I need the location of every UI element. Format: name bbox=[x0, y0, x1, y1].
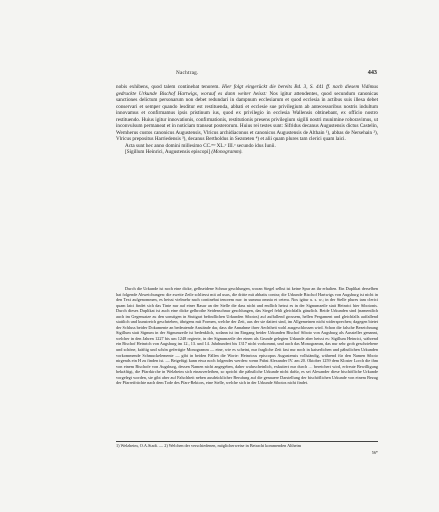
footnote-text: 1) Welzheim, O.A.Stadt. — 2) Welchen der verschiedenen, möglicherweise in Betracht kommenden Altheim bbox=[116, 443, 302, 448]
notes-paragraph: Durch die Urkunde ist noch eine dicke, gelbseidene Schnur geschlungen, woran Siegel selbst ist keine Spur an ihr erhalten. Ein Duplikat derselben hat folgende Abweichungen: die zweite Zeile schliesst mit ad usus, die dritte mit abbatis contra; die Urkunde Bischof Hartwigs von Augsburg ist nicht in den Text aufgenommen, es heisst vielmehr nach continebat tenorem nur: in summa omnia et cetera. Nos igitur u. s. w.; in der Stelle plures tam clerici quam laici findet sich das Tinte nur auf einer Rasur an der Stelle die dass nicht und endlich heisst es in der Signumzeile statt Heinrici hier Sibotonis. Durch dieses Duplikat ist auch eine dicke gelbrothe Seidenschnur geschlungen, das Siegel fehlt gleichfalls gänzlich. Beide Urkunden sind (namentlich auch im Gegensatze zu den sonstigen in Stuttgart befindlichen Urkunden Sibotos) auf auffallend grossem, hellen Pergament und gleichfalls auffallend stattlich und kunstreich geschrieben, übrigens mit Formen, welche der Zeit, aus der sie datiert sind, im Allgemeinen nicht widersprechen; dagegen bietet der Schluss beider Dokumente an bedeutende Anstände dar, dass die Annahme ihrer Aechtheit wohl ausgeschlossen wird. Schon die falsche Bezeichnung Sigillum statt Signum in der Signumzeile ist bedenklich, sodann ist im Eingang beider Urkunden Bischof Siboto von Augsburg als Aussteller genannt, welcher in den Jahren 1227 bis um 1248 regierte, in der Signumzeile der einen als Grunde gelegten Urkunde aber heisst es: Sigillum Heinrici, während ein Bischof Heinrich von Augsburg im 12., 13. und 14. Jahrhundert bis 1317 nicht vorkommt, und auch das Monogramm, das nur sehr grob geschriebene und schöne, kräftig und schön gefertigte Monogramm — eine, wie es scheint, nur fragliche Zeit fast nur noch in kaiserlichen und päbstlichen Urkunden vorkommende Schmuckelemente — gibt in beiden Fällen die Worte: Heinricus episcopus Augustensis vollständig, während für den Namen Siboto nirgends ein H zu finden ist. — Beigefügt kann etwa noch folgendes werden: wenn Pabst Alexander IV. am 20. Oktober 1259 dem Kloster Lorch die ihm von einem Bischofe von Augsburg, dessen Namen nicht angegeben, daher wahrscheinlich, exkutiert nur durch … bereichert wird, erfreute Bewilligung bekräftigt, die Pfarrkirche in Welzheim sich einzuverleiben, so spricht die päbstliche Urkunde nicht dafür, es sei Alexander diese bischöfliche Urkunde vorgelegt worden, sie gibt aber auf Falschheit neben ausdrücklicher Berufung auf die genauere Darstellung der bischöflichen Urkunde von einem Bezug der Pfarreifrüchte nach dem Tode des Pfarr-Rektors, eine Stelle, welche sich in der Urkunde Sibotos nicht findet. bbox=[116, 286, 378, 386]
main-text bbox=[116, 84, 378, 156]
running-header bbox=[116, 70, 377, 80]
footnotes bbox=[116, 443, 378, 448]
page-number: 443 bbox=[367, 69, 377, 76]
running-title: Nachtrag. bbox=[176, 70, 199, 76]
charter-opening: nobis exhibens, quod talem continebat tenorem. bbox=[116, 84, 220, 90]
editorial-notes bbox=[116, 286, 378, 386]
seal-line bbox=[125, 149, 378, 156]
footnote-divider bbox=[116, 441, 378, 442]
dating-clause: Acta sunt hec anno domini millesimo CC.ᵐᵒ XL.ᵒ III.ᵒ secundo idus Iunii. bbox=[125, 142, 276, 149]
monogram-note: (Monogramm). bbox=[211, 149, 243, 156]
editorial-insert-note: Hier folgt eingerückt die bereits Bd. 3, S. 441 ff. nach diesem Vidimus gedruckte Urkunde Bischof Hartwigs, worauf es dann weiter heisst: bbox=[116, 84, 378, 97]
paragraph-charter bbox=[116, 84, 378, 143]
charter-body: Nos igitur attendentes, quod secundum canonicas sanctiones delictum personarum non debet redundari in dampnum ecclesiarum et quod ecclesia in actibus suis illesa debet conservari et semper quando lesditur est restituenda, abbati et ecclesie sue privilegium ab antecessoribus nostris indultum innovamus et confirmamus ipsis pristinum ius, quod ex privilegio in ecclesia Wallensis obtinebant, ex officio nostro restituendo. Huius igitur innovationis, confirmationis, restitutionis presens privilegium sigilli nostri munimine roboravimus, ut inconvulsum permaneat et in noticiam transeat posterorum. Huius rei testes sunt: Sifridus decanus Augustensis dictus Castelin, Wernherus custos canonicus Augustensis, Vlricus archidiaconus et canonicus Augustensis de Althain ¹), abbas de Nersehain ²), Vlricus prepositus Harriedensis ³), decanus Bertholdus in Sezsteten ⁴) et alii quam plures tam clerici quam laici. bbox=[116, 90, 378, 143]
sheet-signature: 56* bbox=[371, 450, 378, 455]
seal-text: [Sigillum Heinrici, Augustensis episcopi] bbox=[125, 149, 211, 156]
